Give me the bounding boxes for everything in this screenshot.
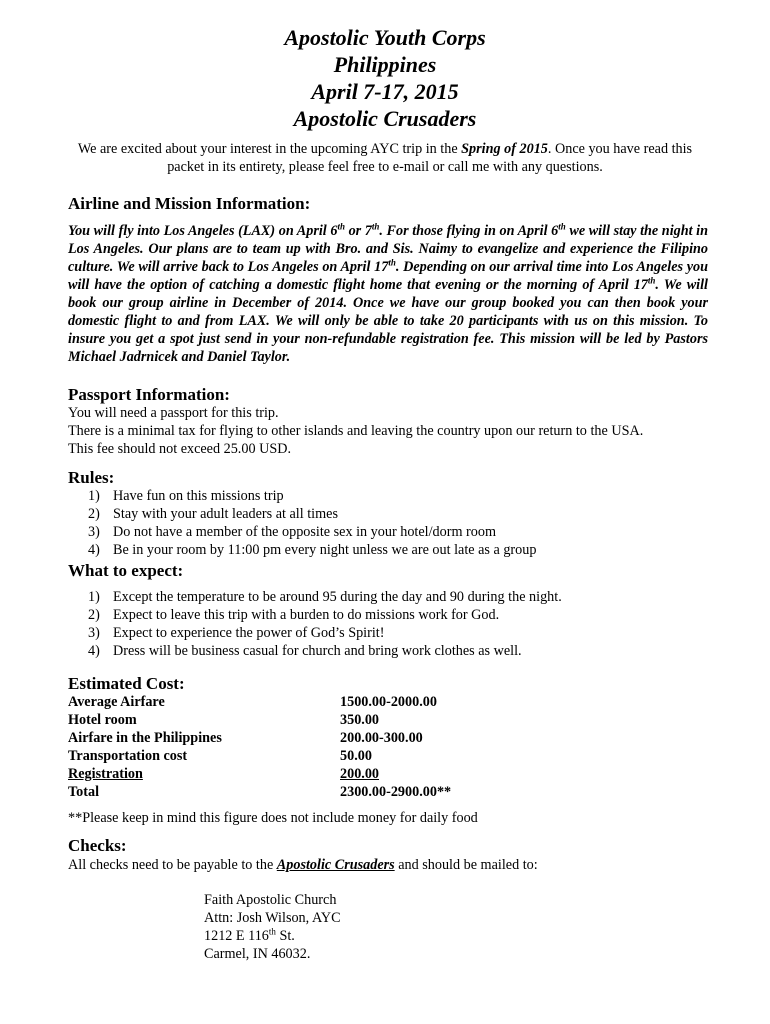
title-line-1: Apostolic Youth Corps bbox=[284, 25, 486, 50]
expect-list bbox=[88, 588, 562, 660]
cost-label: Average Airfare bbox=[68, 694, 165, 710]
rules-list bbox=[88, 487, 536, 559]
checks-heading: Checks: bbox=[68, 836, 127, 855]
rule-item bbox=[88, 523, 536, 541]
expect-number: 2) bbox=[88, 607, 100, 623]
rule-item bbox=[88, 487, 536, 505]
expect-number: 1) bbox=[88, 589, 100, 605]
expect-item bbox=[88, 624, 562, 642]
address-sup: th bbox=[268, 926, 276, 937]
checks-text-2: and should be mailed to: bbox=[394, 857, 538, 873]
cost-table bbox=[68, 693, 520, 801]
cost-value: 1500.00-2000.00 bbox=[340, 694, 437, 710]
passport-heading: Passport Information: bbox=[68, 385, 230, 404]
intro-text-1: We are excited about your interest in the upcoming AYC trip in the bbox=[77, 141, 462, 157]
cost-label: Registration bbox=[68, 766, 143, 782]
cost-label: Transportation cost bbox=[68, 748, 188, 764]
checks-text bbox=[68, 856, 708, 874]
cost-note: **Please keep in mind this figure does not include money for daily food bbox=[68, 810, 478, 826]
passport-text bbox=[68, 404, 708, 458]
expect-number: 3) bbox=[88, 625, 100, 641]
cost-heading: Estimated Cost: bbox=[68, 674, 185, 693]
airline-heading: Airline and Mission Information: bbox=[68, 194, 311, 213]
cost-row bbox=[68, 693, 520, 711]
title-line-3: April 7-17, 2015 bbox=[311, 79, 459, 104]
title-line-2: Philippines bbox=[333, 52, 437, 77]
cost-row bbox=[68, 783, 520, 801]
expect-item bbox=[88, 606, 562, 624]
cost-row bbox=[68, 765, 520, 783]
rule-text: Do not have a member of the opposite sex in your hotel/dorm room bbox=[113, 524, 496, 540]
expect-item bbox=[88, 642, 562, 660]
cost-value: 200.00-300.00 bbox=[340, 730, 423, 746]
cost-total-value: 2300.00-2900.00** bbox=[340, 784, 452, 800]
airline-text: . We will book our group airline in December of 2014. Once we have our group booked you can then book your domestic flight to and from LAX. We will only be able to take 20 participants with us on this mission. To insure you get a spot just send in your non-refundable registration fee. This mission will be led by Pastors Michael Jadrnicek and Daniel Taylor. bbox=[68, 277, 708, 365]
airline-sup: th bbox=[558, 221, 566, 232]
airline-paragraph bbox=[68, 222, 708, 366]
airline-sup: th bbox=[388, 257, 396, 268]
cost-label: Airfare in the Philippines bbox=[68, 730, 222, 746]
airline-sup: th bbox=[337, 221, 345, 232]
rule-item bbox=[88, 541, 536, 559]
airline-sup: th bbox=[647, 275, 656, 286]
rule-number: 4) bbox=[88, 542, 100, 558]
passport-line-1: You will need a passport for this trip. bbox=[68, 405, 279, 421]
cost-row bbox=[68, 729, 520, 747]
cost-row bbox=[68, 711, 520, 729]
rule-text: Have fun on this missions trip bbox=[113, 488, 284, 504]
title-line-4: Apostolic Crusaders bbox=[293, 106, 477, 131]
passport-line-3: This fee should not exceed 25.00 USD. bbox=[68, 441, 292, 457]
document-title bbox=[0, 24, 770, 132]
expect-number: 4) bbox=[88, 643, 100, 659]
expect-text: Dress will be business casual for church and bring work clothes as well. bbox=[113, 643, 522, 659]
rule-number: 3) bbox=[88, 524, 100, 540]
expect-text: Expect to leave this trip with a burden to do missions work for God. bbox=[113, 607, 500, 623]
cost-total-label: Total bbox=[68, 784, 100, 800]
expect-heading: What to expect: bbox=[68, 561, 184, 580]
address-line-2: Attn: Josh Wilson, AYC bbox=[204, 910, 341, 926]
address-line-1: Faith Apostolic Church bbox=[204, 892, 337, 908]
mailing-address bbox=[204, 891, 341, 963]
airline-text: . For those flying in on April 6 bbox=[379, 223, 559, 239]
rules-heading: Rules: bbox=[68, 468, 115, 487]
cost-label: Hotel room bbox=[68, 712, 137, 728]
cost-value: 350.00 bbox=[340, 712, 380, 728]
address-line-3 bbox=[204, 927, 341, 945]
airline-sup: th bbox=[371, 221, 380, 232]
rule-number: 1) bbox=[88, 488, 100, 504]
checks-text-1: All checks need to be payable to the bbox=[68, 857, 277, 873]
cost-row bbox=[68, 747, 520, 765]
address-street-suffix: St. bbox=[275, 928, 295, 944]
expect-text: Expect to experience the power of God’s Spirit! bbox=[113, 625, 385, 641]
cost-value: 200.00 bbox=[340, 766, 380, 782]
cost-value: 50.00 bbox=[340, 748, 372, 764]
passport-line-2: There is a minimal tax for flying to other islands and leaving the country upon our return to the USA. bbox=[68, 423, 644, 439]
airline-text: we will stay the night in Los Angeles. Our plans are to team up with Bro. and Sis. Naimy to evangelize and experience the Filipino culture. We will arrive back to Los Angeles on April 17 bbox=[68, 223, 708, 275]
airline-text: You will fly into Los Angeles (LAX) on April 6 bbox=[68, 223, 338, 239]
address-line-4: Carmel, IN 46032. bbox=[204, 946, 311, 962]
airline-text: or 7 bbox=[344, 223, 372, 239]
checks-payee: Apostolic Crusaders bbox=[276, 857, 395, 873]
rule-item bbox=[88, 505, 536, 523]
intro-text-2: . Once you have read this packet in its entirety, please feel free to e-mail or call me with any questions. bbox=[167, 141, 693, 175]
rule-number: 2) bbox=[88, 506, 100, 522]
airline-text: . Depending on our arrival time into Los Angeles you will have the option of catching a domestic flight home that evening or the morning of April 17 bbox=[68, 259, 708, 293]
expect-text: Except the temperature to be around 95 during the day and 90 during the night. bbox=[113, 589, 562, 605]
expect-item bbox=[88, 588, 562, 606]
rule-text: Stay with your adult leaders at all times bbox=[113, 506, 338, 522]
rule-text: Be in your room by 11:00 pm every night unless we are out late as a group bbox=[113, 542, 537, 558]
intro-paragraph bbox=[60, 140, 710, 176]
intro-emphasis: Spring of 2015 bbox=[461, 141, 548, 157]
address-street: 1212 E 116 bbox=[204, 928, 269, 944]
